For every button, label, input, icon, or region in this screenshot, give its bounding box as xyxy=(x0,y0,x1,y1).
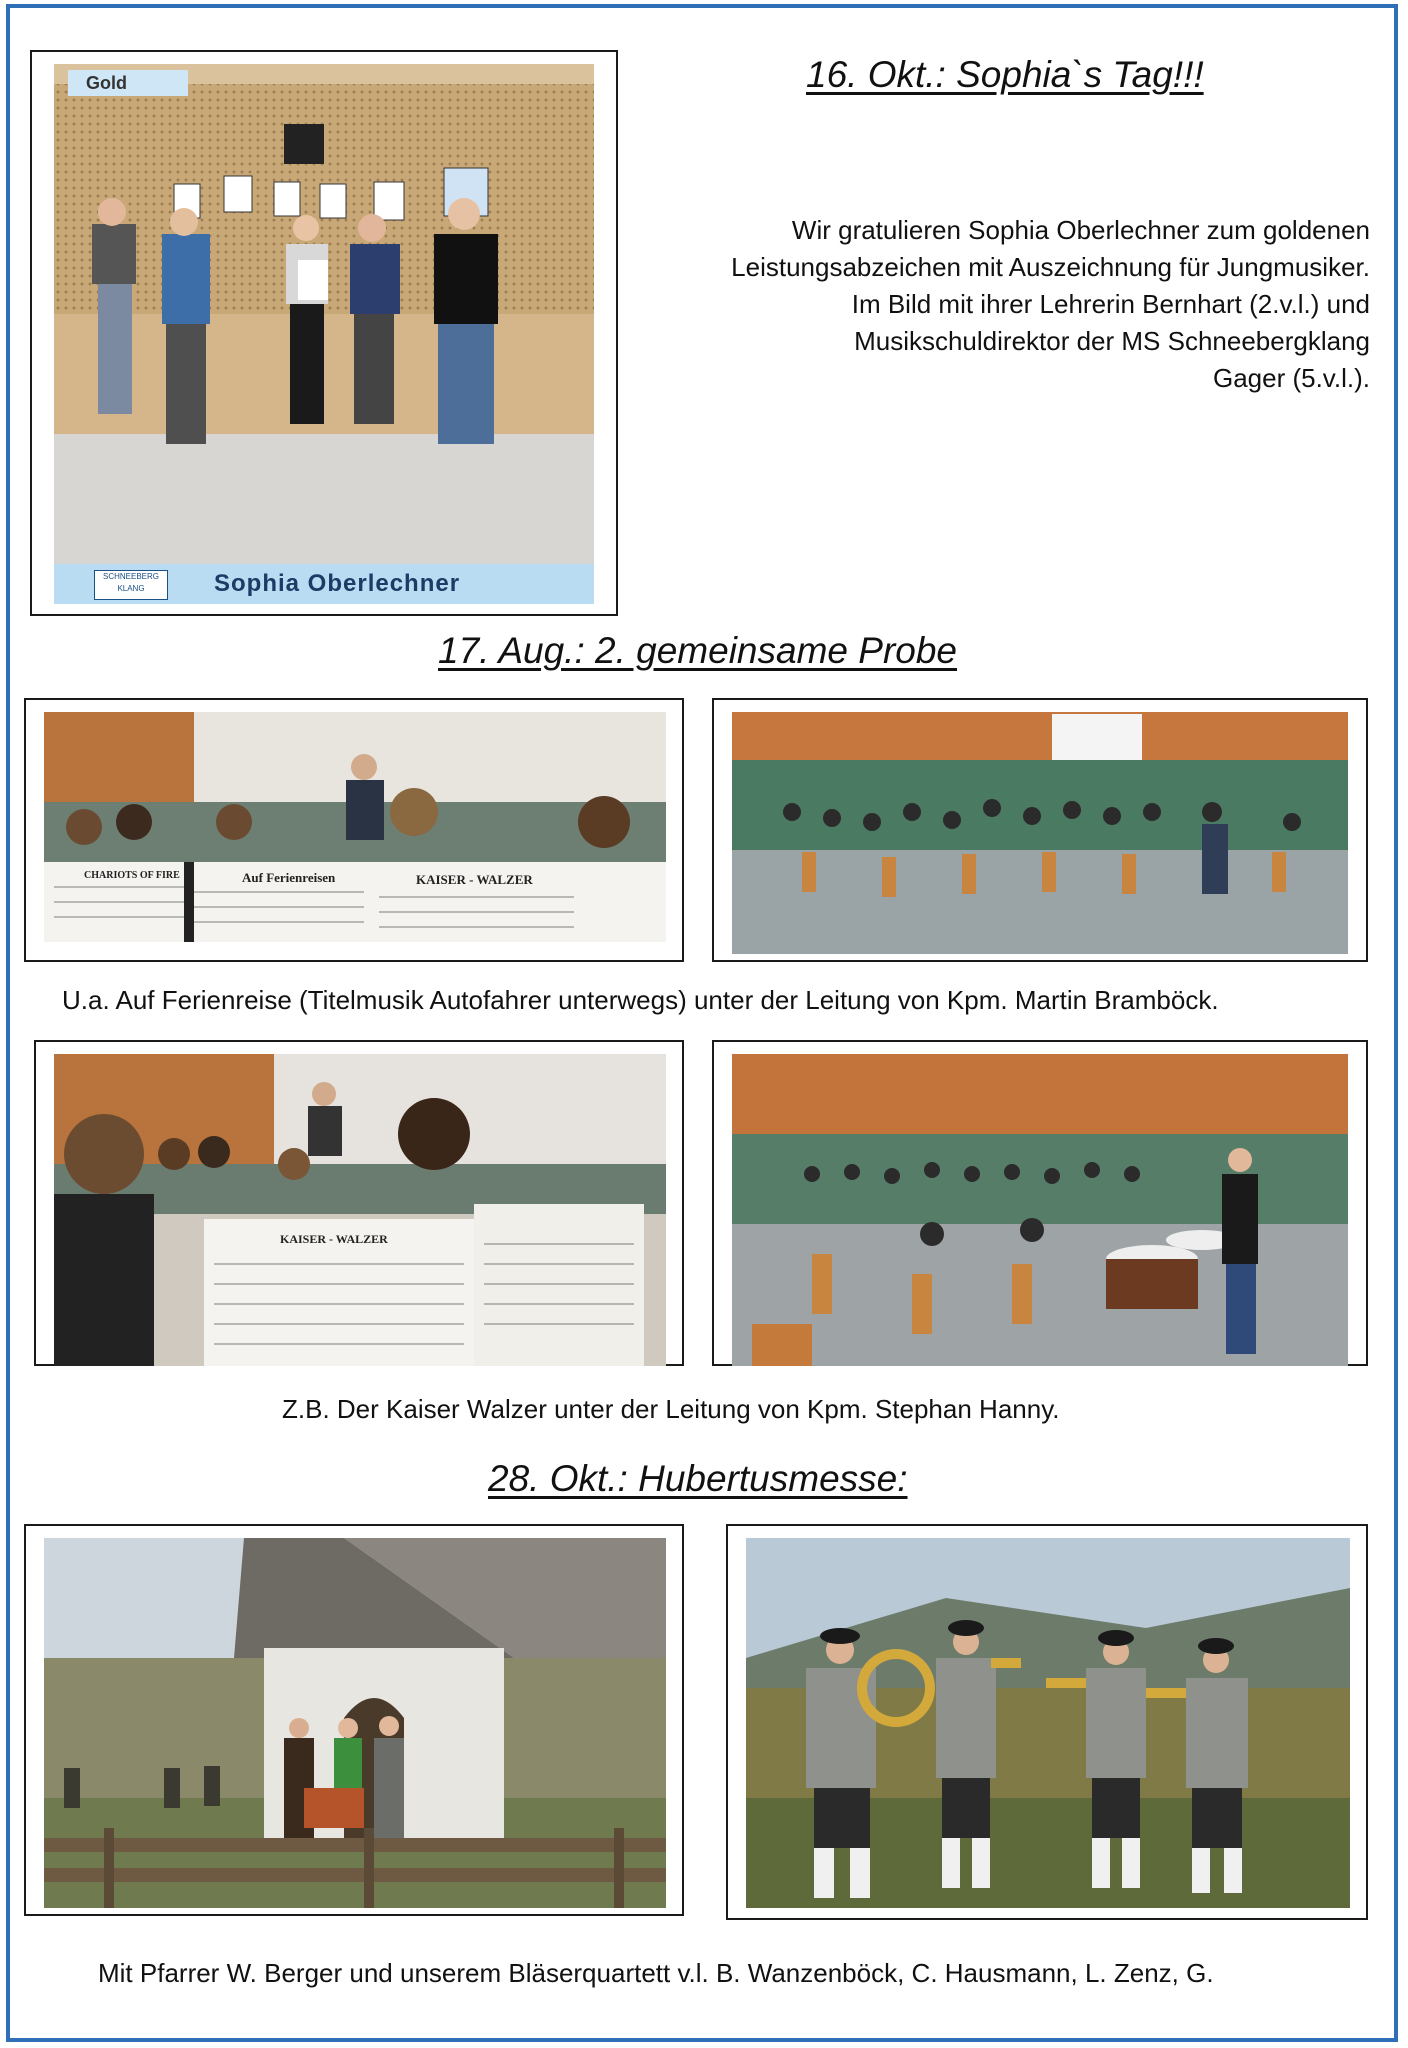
sheet-title-kaiserwalzer-2: KAISER - WALZER xyxy=(280,1232,388,1246)
intro-line: Musikschuldirektor der MS Schneebergklang xyxy=(854,326,1370,356)
schneebergklang-logo: SCHNEEBERG KLANG xyxy=(94,570,168,600)
rehearsal-photo-4-frame xyxy=(712,1040,1368,1366)
sheet-title-ferienreisen: Auf Ferienreisen xyxy=(242,870,336,885)
mass-photo-2 xyxy=(746,1538,1350,1908)
intro-line: Wir gratulieren Sophia Oberlechner zum goldenen xyxy=(791,215,1370,245)
mass-photo-1 xyxy=(44,1538,666,1908)
rehearsal-photo-2 xyxy=(732,712,1348,954)
mass-photo-1-frame xyxy=(24,1524,684,1916)
gold-tag: Gold xyxy=(68,70,188,96)
rehearsal-photo-2-frame xyxy=(712,698,1368,962)
sheet-title-kaiserwalzer: KAISER - WALZER xyxy=(416,872,533,887)
rehearsal-photo-1-frame xyxy=(24,698,684,962)
photo-name-bar xyxy=(54,564,594,604)
rehearsal-photo-1 xyxy=(44,712,666,942)
section2-caption2: Z.B. Der Kaiser Walzer unter der Leitung von Kpm. Stephan Hanny. xyxy=(282,1394,1060,1424)
intro-line: Im Bild mit ihrer Lehrerin Bernhart (2.v.l.) und xyxy=(851,289,1370,319)
section2-caption1: U.a. Auf Ferienreise (Titelmusik Autofahrer unterwegs) unter der Leitung von Kpm. Martin Bramböck. xyxy=(62,985,1219,1015)
section2-heading: 17. Aug.: 2. gemeinsame Probe xyxy=(438,630,957,671)
mass-photo-2-frame xyxy=(726,1524,1368,1920)
sheet-title-chariots: CHARIOTS OF FIRE xyxy=(84,870,180,881)
intro-line: Gager (5.v.l.). xyxy=(1212,363,1370,393)
rehearsal-photo-3 xyxy=(54,1054,666,1366)
photo-name: Sophia Oberlechner xyxy=(214,570,461,597)
rehearsal-photo-4 xyxy=(732,1054,1348,1366)
section3-caption: Mit Pfarrer W. Berger und unserem Bläserquartett v.l. B. Wanzenböck, C. Hausmann, L. Zenz, G. xyxy=(98,1958,1214,1988)
section3-heading: 28. Okt.: Hubertusmesse: xyxy=(488,1458,908,1499)
section1-heading: 16. Okt.: Sophia`s Tag!!! xyxy=(806,54,1204,95)
award-photo-frame xyxy=(30,50,618,616)
award-photo xyxy=(54,64,594,604)
intro-line: Leistungsabzeichen mit Auszeichnung für Jungmusiker. xyxy=(731,252,1370,282)
section1-intro xyxy=(650,212,1370,397)
rehearsal-photo-3-frame xyxy=(34,1040,684,1366)
